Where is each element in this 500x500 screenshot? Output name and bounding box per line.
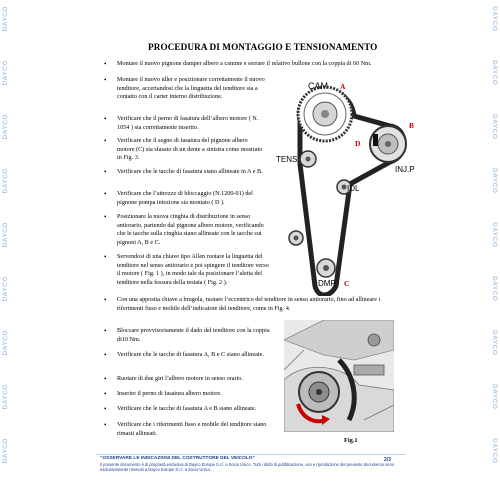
step-text: Montare il nuovo pignone damper albero a camme e serrare il relativo bullone con la coppia di 60 Nm. bbox=[117, 60, 372, 67]
procedure-step bbox=[104, 421, 277, 438]
bullet-icon: • bbox=[104, 190, 107, 198]
figure-caption: Fig.1 bbox=[344, 437, 358, 444]
step-text: Verificare che il perno di fasatura dell’albero motore ( N. 1054 ) sia correttamente inserito. bbox=[117, 115, 259, 131]
footer-title: “OSSERVARE LE INDICAZIONI DEL COSTRUTTORE DEL VEICOLO” bbox=[100, 456, 255, 461]
injection-pump-pulley bbox=[370, 126, 406, 162]
label-tensioner: TENS bbox=[276, 155, 298, 164]
step-text: Verificare che il segno di fasatura del pignone albero motore (C) sia sfasato di un dente a sinistra come mostrato in Fig. 3. bbox=[117, 137, 263, 162]
procedure-step bbox=[104, 60, 407, 69]
footer-divider bbox=[96, 454, 406, 455]
procedure-step bbox=[104, 137, 265, 163]
step-text: Bloccare provvisoriamente il dado del tenditore con la coppia di10 Nm. bbox=[117, 327, 270, 343]
bullet-icon: • bbox=[104, 115, 107, 123]
procedure-step bbox=[104, 351, 277, 360]
watermark-text: DAYCO bbox=[2, 114, 9, 140]
watermark-text: DAYCO bbox=[491, 114, 498, 140]
watermark-text: DAYCO bbox=[491, 438, 498, 464]
step-text: Inserire il perno di fasatura albero motore. bbox=[117, 390, 222, 397]
step-text: Posizionare la nuova cinghia di distribuzione in senso antiorario, partendo dal pignone albero motore, verificando che le tacche sulla cinghia siano allineate con le tacche sui pignoni A, B e C. bbox=[117, 213, 264, 246]
bullet-icon: • bbox=[104, 296, 107, 304]
cam-pulley bbox=[298, 87, 352, 141]
crankshaft-pulley bbox=[317, 259, 335, 277]
timing-belt-diagram bbox=[270, 76, 430, 296]
step-text: Servendosi di una chiave tipo Allen ruotare la linguetta del tenditore nel senso antiorario e poi spingere il tenditore verso il motore ( Fig. 1 ), in modo tale da posizionare l’aletta del tenditore nella fessura della testata ( Fig. 2 ). bbox=[117, 253, 269, 286]
procedure-step bbox=[104, 327, 277, 344]
tensioner-pulley bbox=[300, 151, 316, 167]
step-text: Con una apposita chiave a brugola, ruotare l’eccentrico del tenditore in senso antiorario, fino ad allineare i riferimenti fisso e mobile dell’indicatore del tenditore, come in Fig. 4. bbox=[117, 296, 381, 312]
watermark-text: DAYCO bbox=[491, 330, 498, 356]
watermark-text: DAYCO bbox=[491, 276, 498, 302]
procedure-step bbox=[104, 168, 265, 177]
watermark-text: DAYCO bbox=[2, 438, 9, 464]
procedure-step bbox=[104, 390, 282, 399]
watermark-text: DAYCO bbox=[491, 6, 498, 32]
procedure-step bbox=[104, 405, 282, 414]
label-damper: DMP bbox=[318, 279, 336, 288]
watermark-strip-left bbox=[2, 0, 16, 470]
step-text: Ruotare di due giri l’albero motore in senso orario. bbox=[117, 375, 243, 382]
procedure-step bbox=[104, 76, 265, 102]
watermark-text: DAYCO bbox=[2, 168, 9, 194]
step-text: Verificare che i riferimenti fisso e mobile del tenditore siano rimasti allineati. bbox=[117, 421, 267, 437]
bullet-icon: • bbox=[104, 213, 107, 221]
procedure-step bbox=[104, 213, 265, 247]
bullet-icon: • bbox=[104, 327, 107, 335]
page-number: 2/3 bbox=[384, 457, 391, 463]
watermark-text: DAYCO bbox=[491, 222, 498, 248]
footer-text: Il presente documento è di proprietà esclusiva di Dayco Europe S.r.l. a Socio Unico. Tutti i diritti di pubblicazione, uso e riproduzione del presente documento sono esclusivamente riservati a Dayco Europe S.r.l. a Socio Unico. bbox=[100, 462, 395, 472]
label-injection-pump: INJ.P bbox=[395, 165, 415, 174]
bullet-icon: • bbox=[104, 421, 107, 429]
procedure-step bbox=[104, 253, 272, 287]
bullet-icon: • bbox=[104, 390, 107, 398]
bullet-icon: • bbox=[104, 137, 107, 145]
label-cam: CAM bbox=[308, 81, 328, 91]
procedure-step bbox=[104, 190, 265, 207]
watermark-text: DAYCO bbox=[491, 60, 498, 86]
watermark-text: DAYCO bbox=[2, 6, 9, 32]
procedure-step bbox=[104, 296, 407, 313]
watermark-text: DAYCO bbox=[491, 384, 498, 410]
figure-photo bbox=[284, 320, 394, 432]
marker-a: A bbox=[340, 82, 346, 91]
watermark-text: DAYCO bbox=[2, 222, 9, 248]
step-text: Verificare che le tacche di fasatura siano allineate in A e B. bbox=[117, 168, 263, 175]
marker-d: D bbox=[355, 139, 361, 148]
step-text: Montare il nuovo idler e posizionare correttamente il nuovo tenditore, accertandosi che la linguetta del tenditore sia a contatto con il carter interno distribuzione. bbox=[117, 76, 265, 101]
marker-c: C bbox=[344, 279, 350, 288]
step-text: Verificare che le tacche di fasatura A e B siano allineate. bbox=[117, 405, 257, 412]
watermark-text: DAYCO bbox=[2, 384, 9, 410]
bullet-icon: • bbox=[104, 351, 107, 359]
watermark-text: DAYCO bbox=[2, 60, 9, 86]
bullet-icon: • bbox=[104, 60, 107, 68]
procedure-step bbox=[104, 115, 265, 132]
step-text: Verificare che le tacche di fasatura A, B e C siano allineate. bbox=[117, 351, 264, 358]
label-idler: IDL bbox=[347, 184, 360, 193]
bullet-icon: • bbox=[104, 253, 107, 261]
bullet-icon: • bbox=[104, 168, 107, 176]
step-text: Verificare che l’attrezzo di bloccaggio (N.1200-01) del pignone pompa iniezione sia montato ( D ). bbox=[117, 190, 253, 206]
watermark-text: DAYCO bbox=[2, 330, 9, 356]
roller-pulley bbox=[289, 231, 303, 245]
page-title: PROCEDURA DI MONTAGGIO E TENSIONAMENTO bbox=[148, 42, 378, 52]
procedure-step bbox=[104, 375, 282, 384]
bullet-icon: • bbox=[104, 405, 107, 413]
marker-b: B bbox=[409, 121, 415, 130]
watermark-text: DAYCO bbox=[491, 168, 498, 194]
bullet-icon: • bbox=[104, 375, 107, 383]
watermark-text: DAYCO bbox=[2, 276, 9, 302]
bullet-icon: • bbox=[104, 76, 107, 84]
